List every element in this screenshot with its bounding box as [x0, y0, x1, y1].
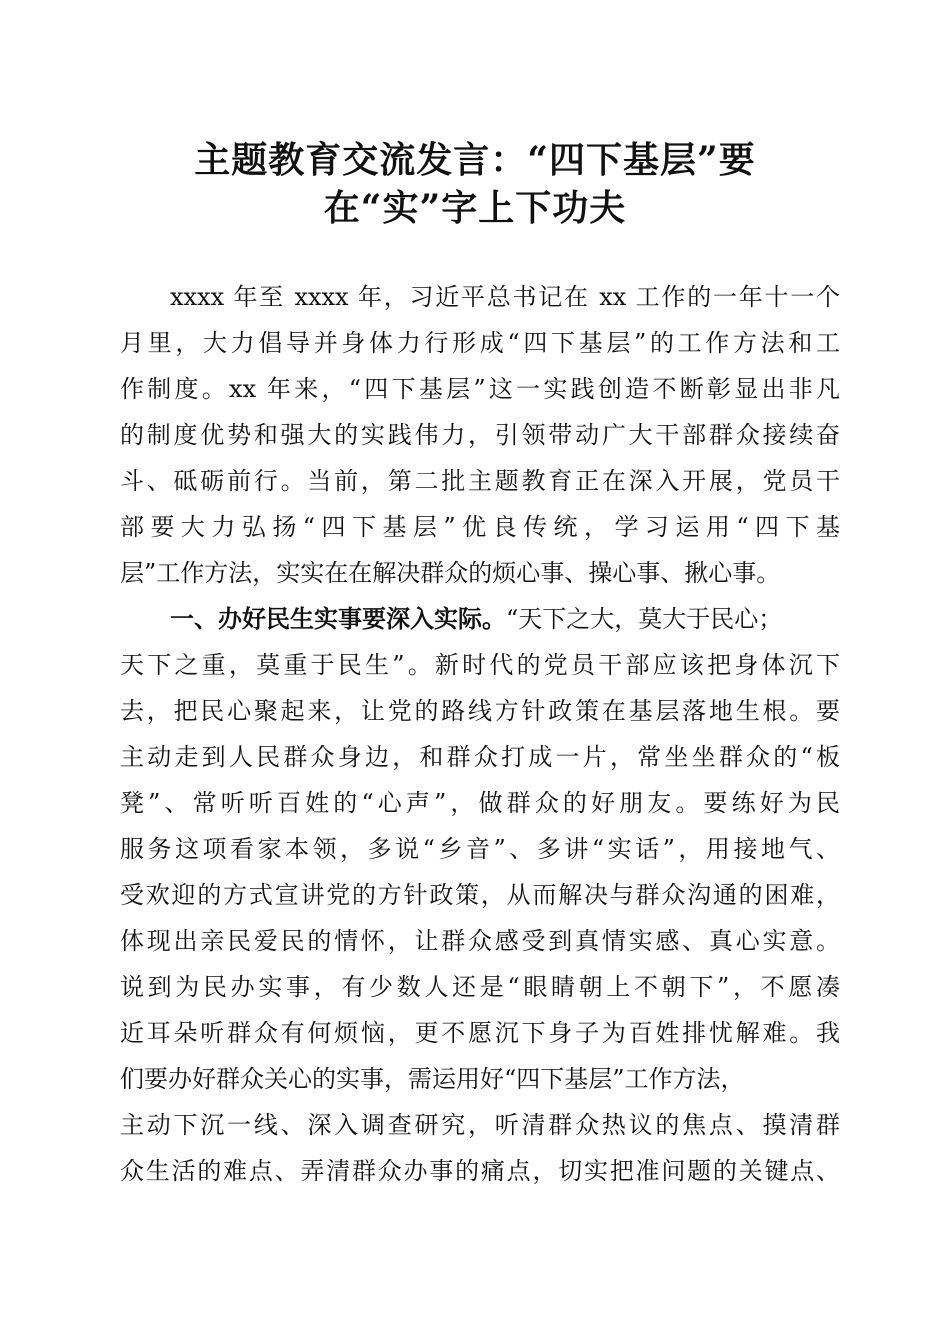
paragraph-2-line: 众生活的难点、弄清群众办事的痛点，切实把准问题的关键点、 [120, 1157, 840, 1185]
paragraph-1-line: 部要大力弘扬“四下基层”优良传统，学习运用“四下基 [120, 513, 840, 541]
paragraph-1-line: 月里，大力倡导并身体力行形成“四下基层”的工作方法和工 [120, 329, 840, 357]
paragraph-2-first-rest: “天下之大，莫大于民心； [506, 605, 783, 633]
paragraph-1-line: 斗、砥砺前行。当前，第二批主题教育正在深入开展，党员干 [120, 467, 840, 495]
paragraph-2-line: 近耳朵听群众有何烦恼，更不愿沉下身子为百姓排忧解难。我 [120, 1019, 840, 1047]
paragraph-1-line: 作制度。xx 年来，“四下基层”这一实践创造不断彰显出非凡 [120, 375, 840, 403]
paragraph-2-line: 主动走到人民群众身边，和群众打成一片，常坐坐群众的“板 [120, 743, 840, 771]
paragraph-2-line: 主动下沉一线、深入调查研究，听清群众热议的焦点、摸清群 [120, 1111, 840, 1139]
document-title-line-2: 在“实”字上下功夫 [323, 187, 627, 229]
section-heading: 一、办好民生实事要深入实际。 [170, 604, 506, 633]
paragraph-2-line: 去，把民心聚起来，让党的路线方针政策在基层落地生根。要 [120, 697, 840, 725]
document-body [120, 274, 840, 1194]
document-title-line-1: 主题教育交流发言：“四下基层”要 [194, 139, 756, 181]
paragraph-1-line: 层”工作方法，实实在在解决群众的烦心事、操心事、揪心事。 [120, 559, 781, 587]
paragraph-2-line: 说到为民办实事，有少数人还是“眼睛朝上不朝下”，不愿凑 [120, 973, 840, 1001]
paragraph-1-line: xxxx 年至 xxxx 年，习近平总书记在 xx 工作的一年十一个 [170, 283, 840, 311]
paragraph-2-line: 服务这项看家本领，多说“乡音”、多讲“实话”，用接地气、 [120, 835, 840, 863]
paragraph-2-line: 们要办好群众关心的实事，需运用好“四下基层”工作方法， [120, 1065, 745, 1093]
paragraph-2-line: 凳”、常听听百姓的“心声”，做群众的好朋友。要练好为民 [120, 789, 840, 817]
paragraph-2-first-line [120, 596, 840, 642]
paragraph-2-line: 受欢迎的方式宣讲党的方针政策，从而解决与群众沟通的困难， [120, 881, 840, 909]
paragraph-2-line: 天下之重，莫重于民生”。新时代的党员干部应该把身体沉下 [120, 651, 840, 679]
paragraph-2-line: 体现出亲民爱民的情怀，让群众感受到真情实感、真心实意。 [120, 927, 840, 955]
paragraph-1-line: 的制度优势和强大的实践伟力，引领带动广大干部群众接续奋 [120, 421, 840, 449]
